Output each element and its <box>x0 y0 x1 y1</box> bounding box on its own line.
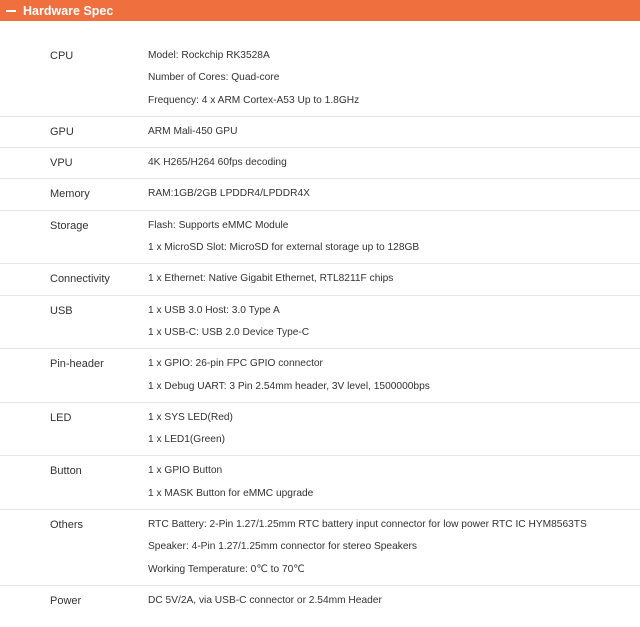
hardware-spec-header[interactable] <box>0 0 640 21</box>
spec-label: GPU <box>50 125 74 138</box>
spec-label: USB <box>50 304 73 317</box>
spec-value: 1 x SYS LED(Red) <box>148 411 233 423</box>
spec-row <box>0 349 640 403</box>
spec-row <box>0 211 640 265</box>
spec-values <box>148 514 640 581</box>
spec-value: 1 x GPIO Button <box>148 465 223 477</box>
spec-label: VPU <box>50 157 73 170</box>
spec-table <box>0 41 640 616</box>
spec-value: Model: Rockchip RK3528A <box>148 50 270 61</box>
spec-value: 4K H265/H264 60fps decoding <box>148 157 287 169</box>
spec-value: Working Temperature: 0℃ to 70℃ <box>148 563 305 575</box>
spec-row <box>0 296 640 350</box>
spec-label: Others <box>50 519 84 532</box>
spec-value: 1 x USB-C: USB 2.0 Device Type-C <box>148 326 310 338</box>
spec-row <box>0 117 640 148</box>
spec-value: Speaker: 4-Pin 1.27/1.25mm connector for stereo Speakers <box>148 541 417 553</box>
spec-value: 1 x USB 3.0 Host: 3.0 Type A <box>148 304 280 316</box>
spec-value: RAM:1GB/2GB LPDDR4/LPDDR4X <box>148 188 310 200</box>
spec-row <box>0 41 640 117</box>
spec-value: 1 x Ethernet: Native Gigabit Ethernet, RTL8211F chips <box>148 273 394 285</box>
spec-values <box>148 590 640 612</box>
spec-values <box>148 460 640 505</box>
spec-values <box>148 183 640 205</box>
spec-values <box>148 152 640 174</box>
spec-row <box>0 456 640 510</box>
spec-values <box>148 268 640 290</box>
spec-value: Number of Cores: Quad-core <box>148 72 280 84</box>
spec-values <box>148 45 640 112</box>
spec-value: DC 5V/2A, via USB-C connector or 2.54mm Header <box>148 594 382 606</box>
spec-label: Pin-header <box>50 358 104 371</box>
spec-values <box>148 353 640 398</box>
spec-label: LED <box>50 411 72 424</box>
spec-value: Flash: Supports eMMC Module <box>148 219 289 231</box>
spec-value: 1 x MASK Button for eMMC upgrade <box>148 487 314 499</box>
spec-label: Memory <box>50 188 90 201</box>
spec-label: Power <box>50 594 82 607</box>
spec-row <box>0 510 640 586</box>
spec-row <box>0 403 640 457</box>
spec-value: ARM Mali-450 GPU <box>148 125 238 137</box>
spec-value: 1 x MicroSD Slot: MicroSD for external storage up to 128GB <box>148 242 420 254</box>
spec-row <box>0 179 640 210</box>
spec-row <box>0 586 640 616</box>
spec-values <box>148 300 640 345</box>
spec-row <box>0 264 640 295</box>
spec-values <box>148 215 640 260</box>
section-title: Hardware Spec <box>23 3 114 18</box>
spec-values <box>148 407 640 452</box>
spec-label: CPU <box>50 50 74 62</box>
spec-row <box>0 148 640 179</box>
minus-icon[interactable] <box>6 10 16 12</box>
spec-label: Connectivity <box>50 273 110 286</box>
spec-label: Storage <box>50 219 89 232</box>
spec-value: RTC Battery: 2-Pin 1.27/1.25mm RTC battery input connector for low power RTC IC HYM8563TS <box>148 519 587 531</box>
spec-value: 1 x GPIO: 26-pin FPC GPIO connector <box>148 358 323 370</box>
spec-values <box>148 121 640 143</box>
spec-label: Button <box>50 465 82 478</box>
spec-value: 1 x LED1(Green) <box>148 434 226 446</box>
spec-value: 1 x Debug UART: 3 Pin 2.54mm header, 3V level, 1500000bps <box>148 380 430 392</box>
spec-value: Frequency: 4 x ARM Cortex-A53 Up to 1.8GHz <box>148 94 360 106</box>
